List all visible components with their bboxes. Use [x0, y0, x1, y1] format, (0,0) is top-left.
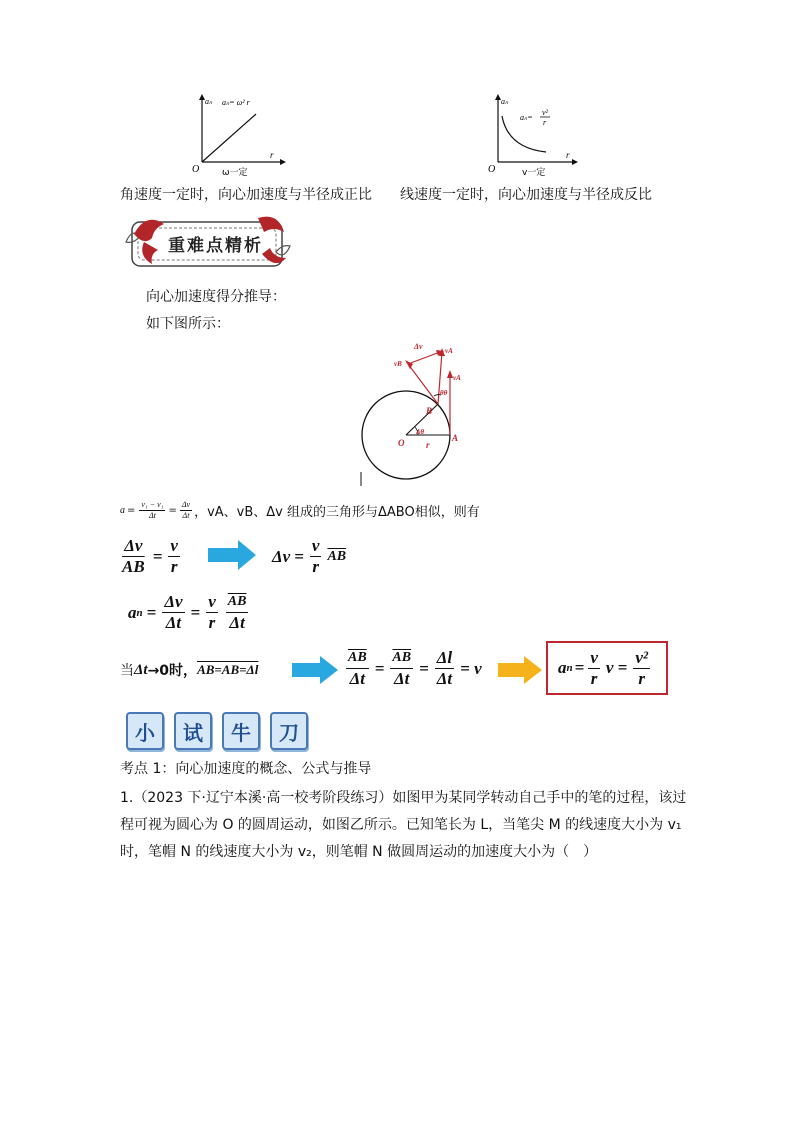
banner-title: 重难点精析: [168, 236, 263, 256]
formula-similar-ratio: $\frac{\Delta v}{AB}$ = $\frac{v}{r}$: [122, 536, 178, 576]
small-fraction-2: $\frac{\Delta v}{\Delta t}$: [181, 500, 191, 520]
theta-top-label: θθ: [440, 389, 448, 397]
similarity-text: ，vA、vB、Δv 组成的三角形与ΔABO相似，则有: [194, 505, 480, 520]
graph-an-vs-r-inverse: [484, 92, 584, 180]
a-symbol: a: [120, 505, 125, 516]
eq-symbol-2: =: [168, 505, 177, 516]
x-axis-label: r: [270, 150, 274, 160]
question-line-1: 1.（2023 下·辽宁本溪·高一校考阶段练习）如图甲为某同学转动自己手中的笔的过程，该过: [120, 790, 687, 806]
question-line-2: 程可视为圆心为 O 的圆周运动，如图乙所示。已知笔长为 L，当笔尖 M 的线速度大小为 v₁: [120, 817, 682, 833]
practice-banner: [126, 712, 308, 750]
vA-top-label: vA: [445, 347, 453, 355]
vA-side-label: vA: [453, 374, 461, 382]
kaodian-heading: 考点 1：向心加速度的概念、公式与推导: [120, 761, 372, 777]
point-A-label: A: [452, 433, 459, 443]
question-1: [120, 785, 686, 866]
origin-label: O: [488, 164, 496, 175]
tile-2: 试: [174, 712, 212, 750]
formula-den: r: [543, 118, 547, 127]
formula-num: v²: [542, 108, 548, 117]
caption-right: 线速度一定时，向心加速度与半径成反比: [400, 187, 652, 203]
formula-label: aₙ= ω² r: [222, 98, 250, 107]
radius-label: r: [426, 440, 430, 450]
under-label: ω一定: [222, 168, 248, 178]
x-axis-label: r: [566, 150, 570, 160]
centripetal-vector-diagram: [356, 338, 476, 488]
tile-1: 小: [126, 712, 164, 750]
tile-3: 牛: [222, 712, 260, 750]
theta-center-label: Δθ: [416, 428, 425, 436]
point-O-label: O: [398, 438, 405, 448]
eq-symbol: =: [127, 505, 136, 516]
final-formula-box: a n = $\frac{v}{r}$ v = $\frac{\text{v²}}{r}$: [546, 641, 668, 695]
delta-v-label: Δv: [414, 342, 423, 351]
formula-limit-chain: $\frac{\overline{AB}}{\Delta t}$ = $\frac{\overline{AB}}{\Delta t}$ = $\frac{\Delta l}{\Delta t}$ = v: [348, 648, 482, 688]
similarity-line: [120, 500, 480, 521]
under-label: v一定: [522, 168, 546, 178]
limit-condition: 当 Δt →0时， AB=AB=Δl: [120, 661, 259, 679]
derivation-figure-note: 如下图所示：: [146, 316, 230, 332]
formula-lhs: aₙ=: [520, 113, 533, 122]
graph-an-vs-r-proportional: [188, 92, 288, 180]
point-B-label: B: [426, 406, 433, 416]
orange-arrow: [498, 656, 544, 684]
tile-4: 刀: [270, 712, 308, 750]
caption-left: 角速度一定时，向心加速度与半径成正比: [120, 187, 372, 203]
question-line-3: 时，笔帽 N 的线速度大小为 v₂，则笔帽 N 做圆周运动的加速度大小为（ ）: [120, 844, 598, 860]
blue-arrow-1: [208, 540, 258, 570]
blue-arrow-2: [292, 656, 340, 684]
formula-an-derivation: a n = $\frac{\Delta v}{\Delta t}$ = $\frac{v}{r}$ $\frac{\overline{AB}}{\Delta t}$: [128, 592, 247, 632]
origin-label: O: [192, 164, 200, 175]
vB-label: vB: [394, 360, 402, 368]
y-axis-label: aₙ: [205, 97, 213, 106]
derivation-heading: 向心加速度得分推导：: [146, 289, 286, 305]
section-banner: [124, 212, 292, 276]
y-axis-label: aₙ: [501, 97, 509, 106]
small-fraction-1: $\frac{\text{v₁ − v₁}}{\Delta t}$: [141, 500, 164, 520]
formula-delta-v: Δv = $\frac{v}{r}$ $\overline{AB}$: [272, 536, 347, 576]
